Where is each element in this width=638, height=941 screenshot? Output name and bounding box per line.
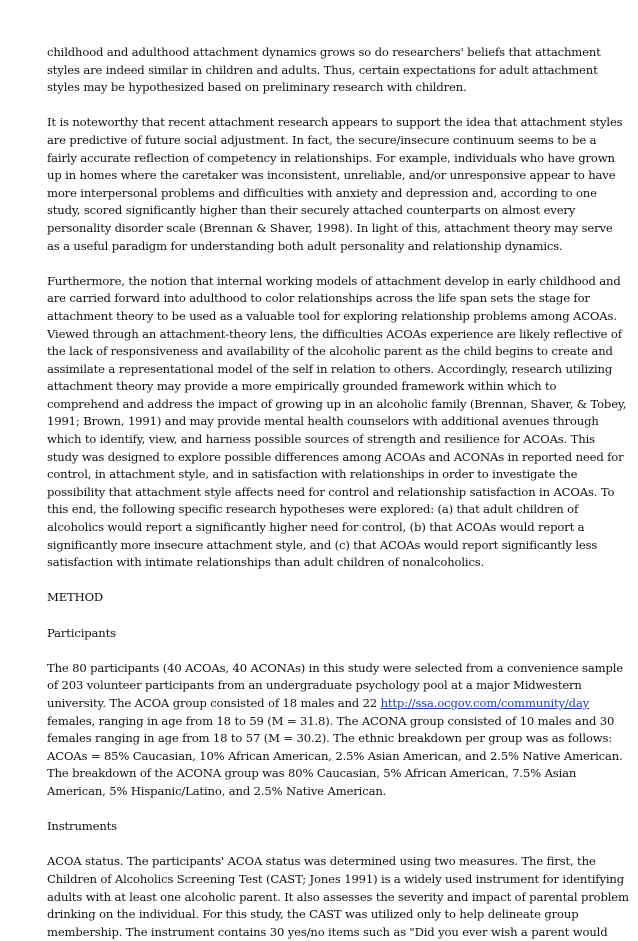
text-line: styles are indeed similar in children and adults. Thus, certain expectations for adult attachment xyxy=(47,62,598,77)
text-line: assimilate a representational model of the self in relation to others. Accordingly, research utilizing xyxy=(47,361,613,376)
text-line: which to identify, view, and harness possible sources of strength and resilience for ACOAs. This xyxy=(47,432,595,447)
paragraph xyxy=(47,853,629,941)
community-day-link[interactable]: http://ssa.ocgov.com/community/day xyxy=(380,695,590,710)
text-line: this end, the following specific research hypotheses were explored: (a) that adult children of xyxy=(47,502,579,517)
text-line: fairly accurate reflection of competency in relationships. For example, individuals who have grown xyxy=(47,150,615,165)
text-line: females, ranging in age from 18 to 59 (M = 31.8). The ACONA group consisted of 10 males and 30 xyxy=(47,713,615,728)
text-line: comprehend and address the impact of growing up in an alcoholic family (Brennan, Shaver, & Tobey, xyxy=(47,396,627,411)
text-line: the lack of responsiveness and availability of the alcoholic parent as the child begins to create and xyxy=(47,344,613,359)
paragraph xyxy=(47,114,623,255)
text-line: satisfaction with intimate relationships than adult children of nonalcoholics. xyxy=(47,555,485,570)
text-line: control, in attachment style, and in satisfaction with relationships in order to investigate the xyxy=(47,467,578,482)
text-line: are predictive of future social adjustment. In fact, the secure/insecure continuum seems to be a xyxy=(47,132,597,147)
document-body xyxy=(47,44,629,941)
text-line: ACOAs = 85% Caucasian, 10% African American, 2.5% Asian American, and 2.5% Native American. xyxy=(47,748,623,763)
text-line: Viewed through an attachment-theory lens, the difficulties ACOAs experience are likely reflective of xyxy=(47,326,622,341)
text-line: females ranging in age from 18 to 57 (M = 30.2). The ethnic breakdown per group was as follows: xyxy=(47,731,613,746)
paragraph-gap xyxy=(47,836,595,854)
paragraph-gap xyxy=(47,607,595,625)
paragraph-gap xyxy=(47,572,595,590)
text-line: adults with at least one alcoholic parent. It also assesses the severity and impact of parental problem xyxy=(47,889,629,904)
paragraph-gap xyxy=(47,642,595,660)
text-line: study, scored significantly higher than their securely attached counterparts on almost every xyxy=(47,203,576,218)
text-line: of 203 volunteer participants from an undergraduate psychology pool at a major Midwestern xyxy=(47,678,582,693)
paragraph-gap xyxy=(47,97,595,115)
paragraph xyxy=(47,660,624,801)
text-line: American, 5% Hispanic/Latino, and 2.5% Native American. xyxy=(47,783,387,798)
text-line: attachment theory may provide a more empirically grounded framework within which to xyxy=(47,379,557,394)
text-line: 1991; Brown, 1991) and may provide mental health counselors with additional avenues through xyxy=(47,414,599,429)
text-line: attachment theory to be used as a valuable tool for exploring relationship problems among ACOAs. xyxy=(47,308,617,323)
text-line: alcoholics would report a significantly higher need for control, (b) that ACOAs would report a xyxy=(47,520,585,535)
text-line: as a useful paradigm for understanding both adult personality and relationship dynamics. xyxy=(47,238,563,253)
text-line: up in homes where the caretaker was inconsistent, unreliable, and/or unresponsive appear to have xyxy=(47,168,616,183)
text-line: The breakdown of the ACONA group was 80% Caucasian, 5% African American, 7.5% Asian xyxy=(47,766,577,781)
text-line: significantly more insecure attachment style, and (c) that ACOAs would report significantly less xyxy=(47,537,598,552)
paragraph xyxy=(47,44,601,97)
text-line: styles may be hypothesized based on preliminary research with children. xyxy=(47,80,467,95)
paragraph-gap xyxy=(47,255,595,273)
text-line: drinking on the individual. For this study, the CAST was utilized only to help delineate group xyxy=(47,907,579,922)
section-heading-method: METHOD xyxy=(47,590,104,605)
text-line: Furthermore, the notion that internal working models of attachment develop in early childhood and xyxy=(47,273,621,288)
subheading-participants: Participants xyxy=(47,625,116,640)
text-line: membership. The instrument contains 30 yes/no items such as "Did you ever wish a parent would xyxy=(47,924,608,939)
paragraph-gap xyxy=(47,801,595,819)
text-line: Children of Alcoholics Screening Test (CAST; Jones 1991) is a widely used instrument for identifying xyxy=(47,871,624,886)
text-line: are carried forward into adulthood to color relationships across the life span sets the stage for xyxy=(47,291,590,306)
text-line: childhood and adulthood attachment dynamics grows so do researchers' beliefs that attachment xyxy=(47,45,601,59)
text-line: The 80 participants (40 ACOAs, 40 ACONAs) in this study were selected from a convenience sample xyxy=(47,660,624,675)
text-line: more interpersonal problems and difficulties with anxiety and depression and, according to one xyxy=(47,185,597,200)
paragraph xyxy=(47,273,627,572)
text-line: It is noteworthy that recent attachment research appears to support the idea that attachment styles xyxy=(47,115,623,130)
subheading-instruments: Instruments xyxy=(47,819,117,834)
text-line: study was designed to explore possible differences among ACOAs and ACONAs in reported need for xyxy=(47,449,624,464)
text-span: university. The ACOA group consisted of 18 males and 22 xyxy=(47,695,381,710)
text-line xyxy=(47,695,595,713)
text-line: possibility that attachment style affects need for control and relationship satisfaction in ACOAs. To xyxy=(47,484,615,499)
text-line: personality disorder scale (Brennan & Shaver, 1998). In light of this, attachment theory may serve xyxy=(47,220,613,235)
text-line: ACOA status. The participants' ACOA status was determined using two measures. The first, the xyxy=(47,854,596,869)
